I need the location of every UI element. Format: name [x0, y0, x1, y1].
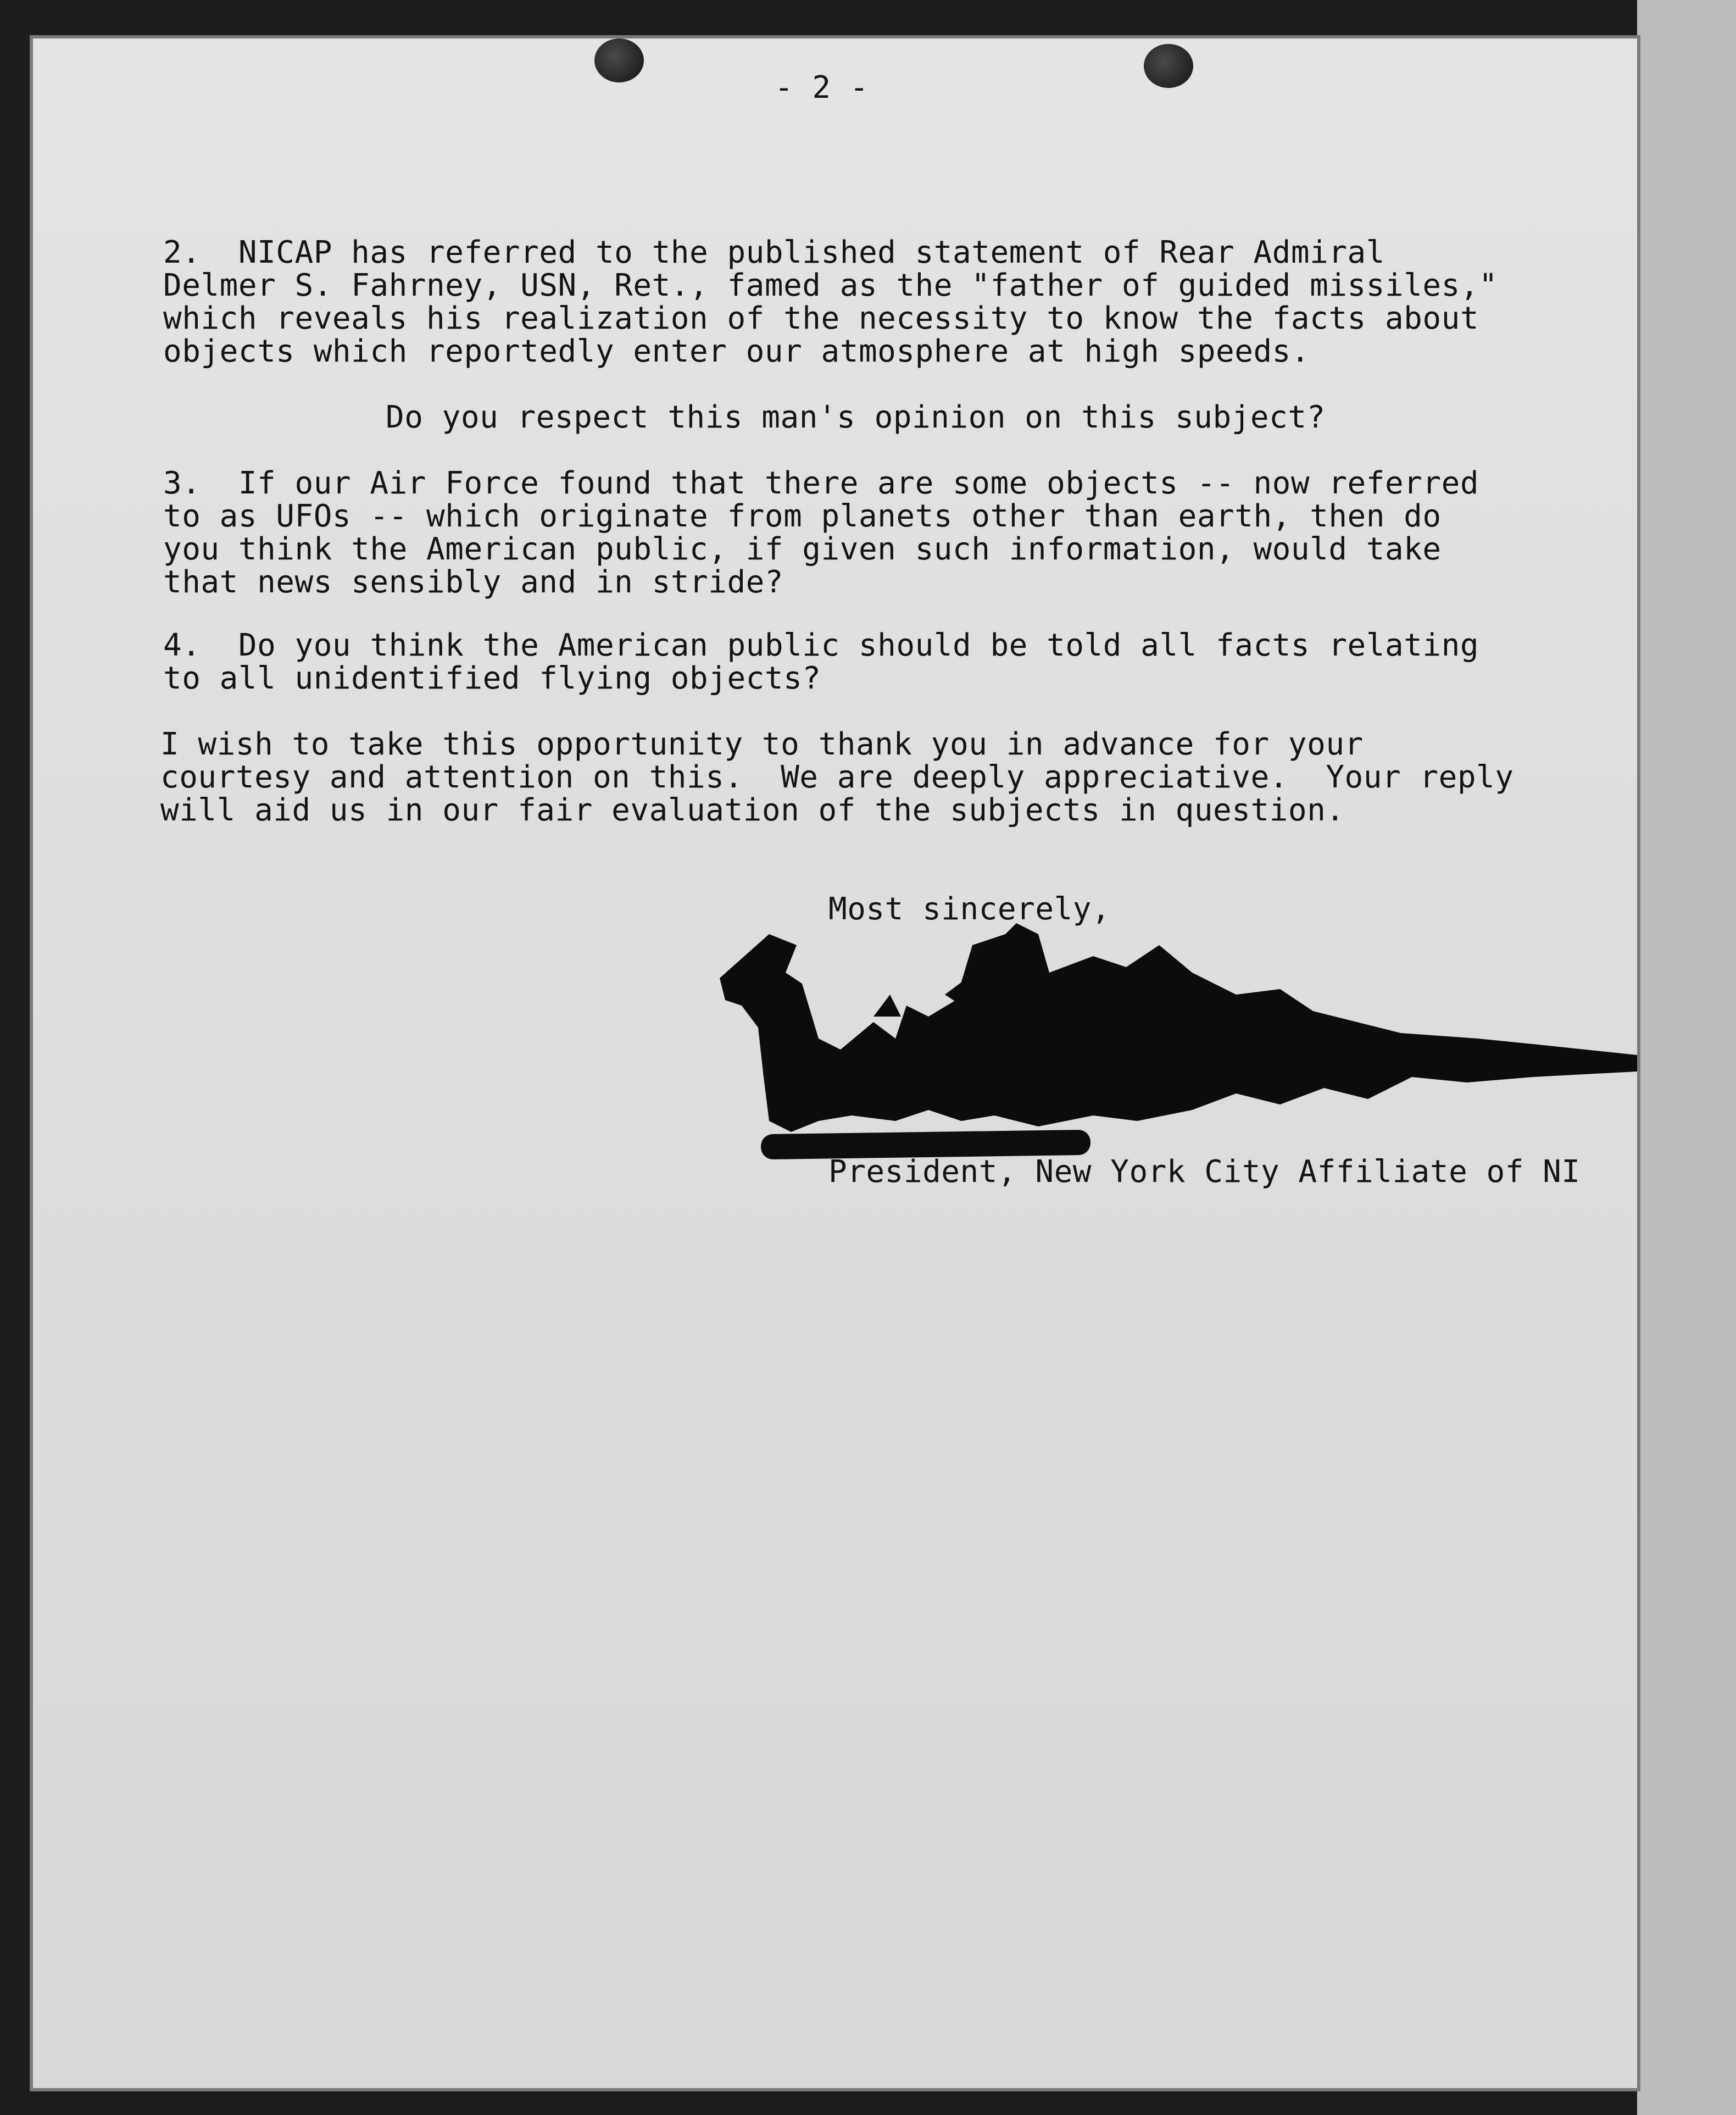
- page-number: - 2 -: [775, 70, 869, 106]
- paragraph-item-3: 3. If our Air Force found that there are some objects -- now referred to as UFOs -- which originate from planets other than earth, then do you think the American public, if given such information, would take that news sensibly and in stride?: [163, 465, 1479, 600]
- paragraph-item-4: 4. Do you think the American public should be told all facts relating to all unidentified flying objects?: [163, 628, 1479, 696]
- punch-hole-left: [594, 38, 644, 82]
- punch-hole-right: [1144, 44, 1193, 88]
- paragraph-item-2: 2. NICAP has referred to the published statement of Rear Admiral Delmer S. Fahrney, USN, Ret., famed as the "father of guided missiles," which reveals his realization of the necessity to know the facts about objects which reportedly enter our atmosphere at high speeds.: [163, 235, 1498, 369]
- complimentary-close: Most sincerely,: [828, 891, 1111, 927]
- signer-title: President, New York City Affiliate of NI: [828, 1154, 1581, 1190]
- paragraph-question: Do you respect this man's opinion on this subject?: [386, 399, 1326, 435]
- scan-edge: [1637, 0, 1736, 2115]
- paragraph-closing: I wish to take this opportunity to thank you in advance for your courtesy and attention on this. We are deeply appreciative. Your reply will aid us in our fair evaluation of the subjects in question.: [160, 726, 1514, 828]
